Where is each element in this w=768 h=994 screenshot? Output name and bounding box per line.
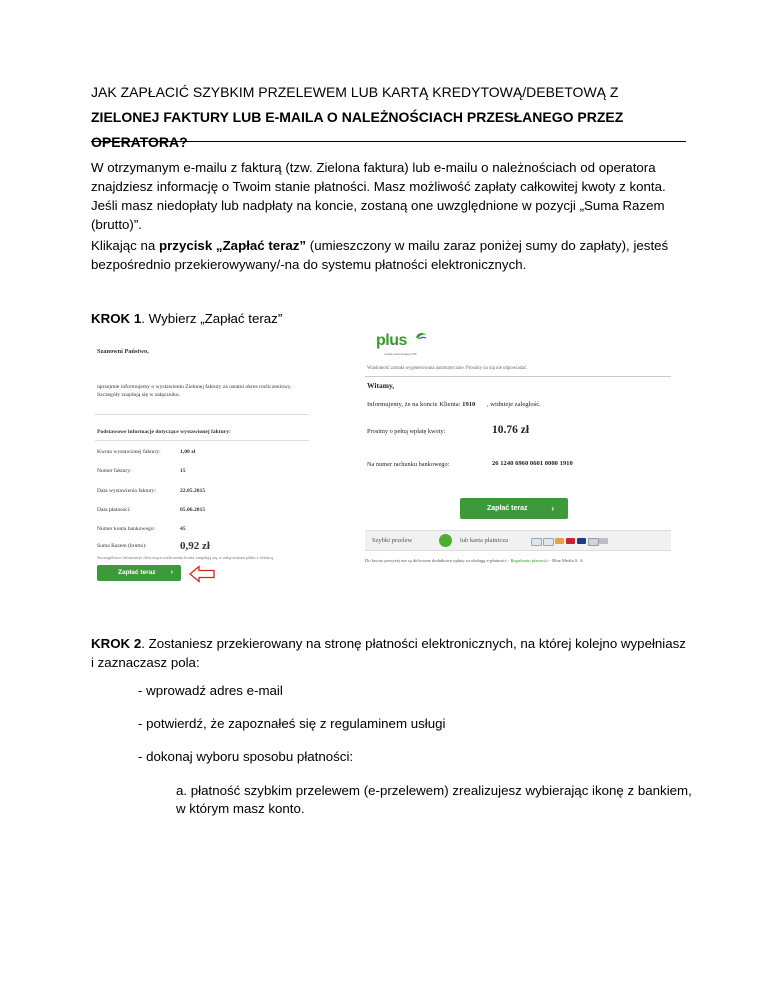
email-screenshot-left xyxy=(91,343,311,590)
pay-now-button[interactable] xyxy=(97,565,181,581)
plus-logo: plus xyxy=(376,332,407,349)
jcb-card-icon xyxy=(588,538,599,546)
info-after: , widnieje zaległość. xyxy=(487,401,541,408)
list-item: - wprowadź adres e-mail xyxy=(138,683,283,698)
visa-electron-card-icon xyxy=(543,538,554,546)
section-heading: Podstawowe informacje dotyczące wystawionej faktury: xyxy=(97,429,231,435)
auto-generated-note: Wiadomość została wygenerowana automatycznie. Prosimy na nią nie odpowiadać. xyxy=(367,366,528,371)
right-footer-note xyxy=(365,558,671,564)
mastercard-card-icon xyxy=(566,538,575,544)
account-number: 26 1240 6960 0601 0000 1910 xyxy=(492,460,573,467)
heading-rule xyxy=(91,141,686,142)
paragraph-2-text xyxy=(91,236,691,274)
intro-text: W otrzymanym e-mailu z fakturą (tzw. Zielona faktura) lub e-mailu o należnościach od operatora znajdziesz informację o Twoim stanie płatności. Masz możliwość zapłaty całkowitej kwoty z konta. Jeśli masz niedopłaty lub nadpłaty na koncie, zostaną one uwzględnione w pozycji „Suma Razem (brutto)”. xyxy=(91,160,666,232)
email-intro: uprzejmie informujemy o wystawieniu Zielonej faktury za ostatni okres rozliczeniowy. Szczegóły znajdują się w załączniku. xyxy=(97,384,292,398)
step-1-label: KROK 1 xyxy=(91,311,142,326)
email-footer-note: Szczegółowe informacje dotyczące rozliczenia konta znajdują się w załączonym pliku z fakturą. xyxy=(97,555,275,560)
paragraph-2-after: (umieszczony w mailu zaraz poniżej sumy do zapłaty), jesteś bezpośrednio przekierowywany/-na do systemu płatności elektronicznych. xyxy=(91,238,669,272)
step-2 xyxy=(91,634,691,672)
step-2-text xyxy=(91,634,691,672)
regulations-link[interactable]: Regulamin płatności xyxy=(510,558,549,563)
footer-after: - Blue Media S. A. xyxy=(548,558,584,563)
step-1 xyxy=(91,311,282,326)
row-value: 15 xyxy=(180,468,186,474)
row-label: Numer konta bankowego: xyxy=(97,526,156,532)
pay-now-button[interactable] xyxy=(460,498,568,519)
step-2-description: . Zostaniesz przekierowany na stronę płatności elektronicznych, na której kolejno wypełniasz i zaznaczasz pola: xyxy=(91,636,686,670)
footer-before: Do kwoty powyżej nie są doliczone dodatkowe opłaty za obsługę e-płatności - xyxy=(365,558,511,563)
logo-swirl-icon xyxy=(415,331,427,341)
info-row xyxy=(97,468,307,478)
card-label: lub karta płatnicza xyxy=(460,537,509,544)
row-label: Kwota wystawionej faktury: xyxy=(97,449,161,455)
diners-card-icon xyxy=(577,538,586,544)
amount-value: 10.76 zł xyxy=(492,424,530,436)
title-line-3: OPERATORA? xyxy=(91,134,188,150)
greeting: Szanowni Państwo, xyxy=(97,348,149,355)
title-line-2: ZIELONEJ FAKTURY LUB E-MAILA O NALEŻNOŚCIACH PRZESŁANEGO PRZEZ xyxy=(91,109,624,125)
paragraph-2-before: Klikając na xyxy=(91,238,159,253)
pay-now-label: Zapłać teraz xyxy=(487,505,528,512)
account-label: Na numer rachunku bankowego: xyxy=(367,461,450,468)
sub-list-item: a. płatność szybkim przelewem (e-przelewem) zrealizujesz wybierając ikonę z bankiem, w którym masz konto. xyxy=(176,783,692,816)
row-label: Data płatności: xyxy=(97,507,131,513)
payment-methods-bar xyxy=(365,530,671,551)
list-item: - dokonaj wyboru sposobu płatności: xyxy=(138,749,354,764)
divider xyxy=(365,376,671,377)
list-item: - potwierdź, że zapoznałeś się z regulaminem usługi xyxy=(138,716,446,731)
paragraph-2 xyxy=(91,236,691,274)
info-row xyxy=(97,507,307,517)
row-value: 45 xyxy=(180,526,186,532)
welcome-text: Witamy, xyxy=(367,381,395,390)
row-label: Numer faktury: xyxy=(97,468,132,474)
maestro-card-icon xyxy=(555,538,564,544)
info-row xyxy=(97,540,307,553)
info-row xyxy=(97,488,307,498)
intro-paragraph xyxy=(91,158,691,234)
divider xyxy=(95,414,309,415)
step-1-text: . Wybierz „Zapłać teraz” xyxy=(141,311,283,326)
card-icon xyxy=(599,538,608,544)
amount-label: Prosimy o pełną wpłatę kwoty: xyxy=(367,428,446,435)
step-2-label: KROK 2 xyxy=(91,636,142,651)
total-value: 0,92 zł xyxy=(180,540,210,552)
row-label: Data wystawienia faktury: xyxy=(97,488,157,494)
info-line xyxy=(367,401,541,408)
row-label: Suma Razem (brutto): xyxy=(97,543,147,549)
pay-now-label: Zapłać teraz xyxy=(118,569,156,576)
row-value: 05.06.2015 xyxy=(180,507,206,513)
fast-transfer-label: Szybki przelew xyxy=(372,537,413,544)
info-row xyxy=(97,526,307,536)
divider xyxy=(95,440,309,441)
info-before: Informujemy, że na koncie Klienta: xyxy=(367,401,461,408)
payment-logo-icon xyxy=(439,534,452,547)
chevron-right-icon: › xyxy=(170,569,173,576)
email-screenshot-right xyxy=(357,327,675,595)
paragraph-2-bold: przycisk „Zapłać teraz” xyxy=(159,238,307,253)
chevron-right-icon: › xyxy=(551,504,554,513)
page-title xyxy=(91,80,686,155)
row-value: 22.05.2015 xyxy=(180,488,206,494)
info-row xyxy=(97,449,307,459)
arrow-left-icon xyxy=(189,565,215,583)
client-number: 1910 xyxy=(462,401,476,408)
title-line-1: JAK ZAPŁACIĆ SZYBKIM PRZELEWEM LUB KARTĄ KREDYTOWĄ/DEBETOWĄ Z xyxy=(91,84,619,100)
logo-tagline: mobile technologies LTE xyxy=(384,352,417,356)
row-value: 1,00 zł xyxy=(180,449,196,455)
visa-card-icon xyxy=(531,538,542,546)
